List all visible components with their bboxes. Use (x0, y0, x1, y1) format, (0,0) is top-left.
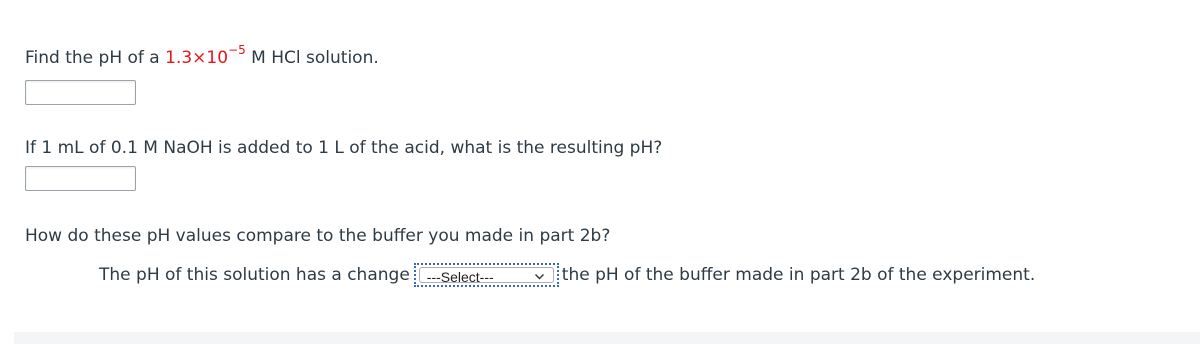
comparison-select[interactable] (414, 263, 559, 287)
question-3-prompt: How do these pH values compare to the buffer you made in part 2b? (25, 226, 611, 246)
concentration-mantissa: 1.3×10 (165, 48, 229, 68)
question-2-prompt: If 1 mL of 0.1 M NaOH is added to 1 L of the acid, what is the resulting pH? (25, 138, 663, 158)
sentence-after-select: the pH of the buffer made in part 2b of the experiment. (561, 265, 1036, 285)
select-box[interactable] (419, 267, 554, 283)
question-1-prefix: Find the pH of a (25, 48, 160, 68)
chevron-down-icon (534, 271, 545, 282)
select-value: ---Select--- (426, 269, 494, 285)
ph-answer-input-2[interactable] (25, 166, 136, 191)
question-1-suffix: M HCl solution. (245, 48, 379, 68)
concentration-exponent: −5 (228, 43, 246, 58)
ph-answer-input-1[interactable] (25, 80, 136, 105)
sentence-before-select: The pH of this solution has a change (99, 265, 410, 285)
footer-bar (14, 332, 1200, 344)
question-1-prompt (25, 43, 379, 68)
hcl-concentration (165, 43, 246, 68)
comparison-sentence (99, 263, 1035, 287)
